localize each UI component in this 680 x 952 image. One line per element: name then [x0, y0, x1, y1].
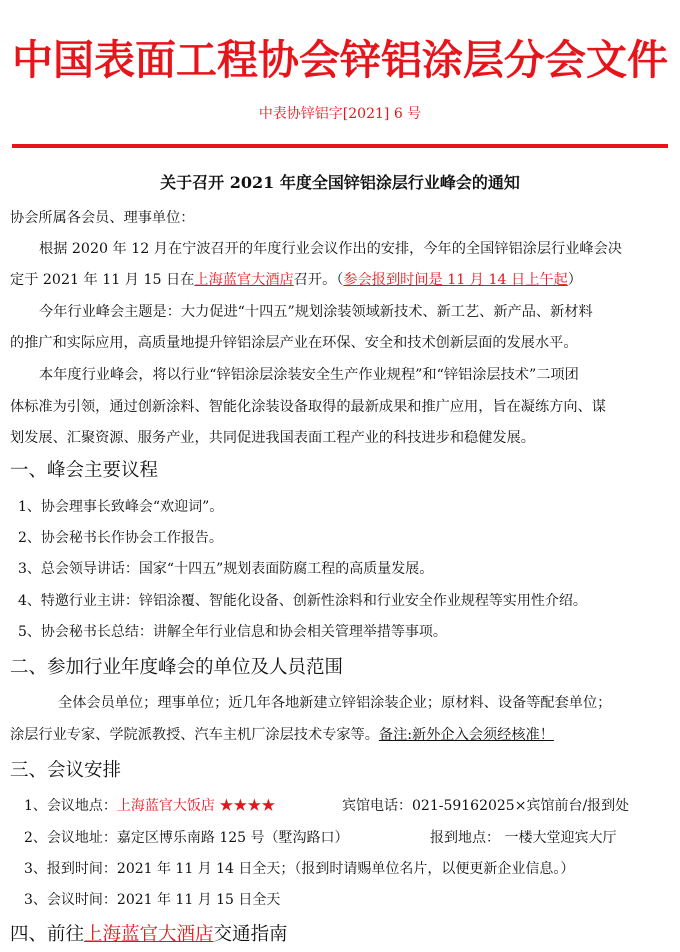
section2-heading: 二、参加行业年度峰会的单位及人员范围	[10, 657, 344, 678]
checkin-note: 参会报到时间是 11 月 14 日上午起	[343, 272, 568, 288]
section4-heading-before: 四、前往	[10, 924, 85, 945]
agenda-item: 5、协会秘书长总结：讲解全年行业信息和协会相关管理举措等事项。	[18, 624, 447, 640]
agenda-item: 1、协会理事长致峰会“欢迎词”。	[18, 499, 224, 515]
section1-heading: 一、峰会主要议程	[10, 460, 159, 481]
para3-line2: 体标准为引领，通过创新涂料、智能化涂装设备取得的最新成果和推广应用，旨在凝练方向、谋	[10, 399, 606, 415]
venue-name: 上海蓝官大饭店 ★★★★	[116, 798, 276, 814]
address-row	[24, 827, 676, 849]
para3-line1: 本年度行业峰会，将以行业“锌铝涂层涂装安全生产作业规程”和“锌铝涂层技术”二项团	[39, 367, 579, 383]
agenda-item: 3、总会领导讲话：国家“十四五”规划表面防腐工程的高质量发展。	[18, 561, 434, 577]
membership-note: 备注:新外企入会须经核准！	[378, 727, 554, 743]
venue-link[interactable]: 上海蓝官大酒店	[194, 272, 294, 288]
para2-line1: 今年行业峰会主题是：大力促进“十四五”规划涂装领域新技术、新工艺、新产品、新材料	[39, 304, 593, 320]
meeting-time: 3、会议时间：2021 年 11 月 15 日全天	[24, 892, 281, 908]
para1-line2-before: 定于 2021 年 11 月 15 日在	[10, 272, 195, 288]
section2-line1: 全体会员单位；理事单位；近几年各地新建立锌铝涂装企业；原材料、设备等配套单位；	[58, 695, 612, 711]
document-number: 中表协锌铝字[2021] 6 号	[258, 106, 422, 122]
header-red-rule	[12, 144, 668, 148]
address-text: 2、会议地址：嘉定区博乐南路 125 号（墅沟路口）	[24, 830, 349, 846]
para1-line2-after: 召开。（	[293, 272, 344, 288]
checkin-place: 报到地点： 一楼大堂迎宾大厅	[430, 830, 617, 846]
section4-heading	[10, 922, 670, 948]
agenda-item: 2、协会秘书长作协会工作报告。	[18, 530, 223, 546]
section4-venue-link[interactable]: 上海蓝官大酒店	[84, 924, 214, 945]
agenda-item: 4、特邀行业主讲：锌铝涂覆、智能化设备、创新性涂料和行业安全作业规程等实用性介绍。	[18, 593, 587, 609]
salutation: 协会所属各会员、理事单位：	[10, 210, 195, 226]
section2-line2-text: 涂层行业专家、学院派教授、汽车主机厂涂层技术专家等。	[10, 727, 379, 743]
venue-row	[24, 795, 676, 817]
section4-heading-after: 交通指南	[213, 924, 288, 945]
document-header-title: 中国表面工程协会锌铝涂层分会文件	[12, 36, 668, 84]
checkin-time: 3、报到时间：2021 年 11 月 14 日全天；（报到时请赐单位名片，以便更新企业信息。）	[24, 861, 575, 877]
section2-line2	[10, 720, 670, 751]
para3-line3: 划发展、汇聚资源、服务产业，共同促进我国表面工程产业的科技进步和稳健发展。	[10, 430, 535, 446]
hotel-phone: 宾馆电话：021-59162025×宾馆前台/报到处	[342, 798, 630, 814]
para1-line2-end: ）	[567, 272, 582, 288]
para1-line1: 根据 2020 年 12 月在宁波召开的年度行业会议作出的安排，今年的全国锌铝涂层行业峰会决	[39, 241, 622, 257]
notice-title: 关于召开 2021 年度全国锌铝涂层行业峰会的通知	[160, 173, 520, 192]
para1-line2	[10, 265, 670, 296]
section3-heading: 三、会议安排	[10, 760, 122, 781]
venue-label: 1、会议地点：	[24, 798, 117, 814]
para2-line2: 的推广和实际应用，高质量地提升锌铝涂层产业在环保、安全和技术创新层面的发展水平。	[10, 335, 578, 351]
